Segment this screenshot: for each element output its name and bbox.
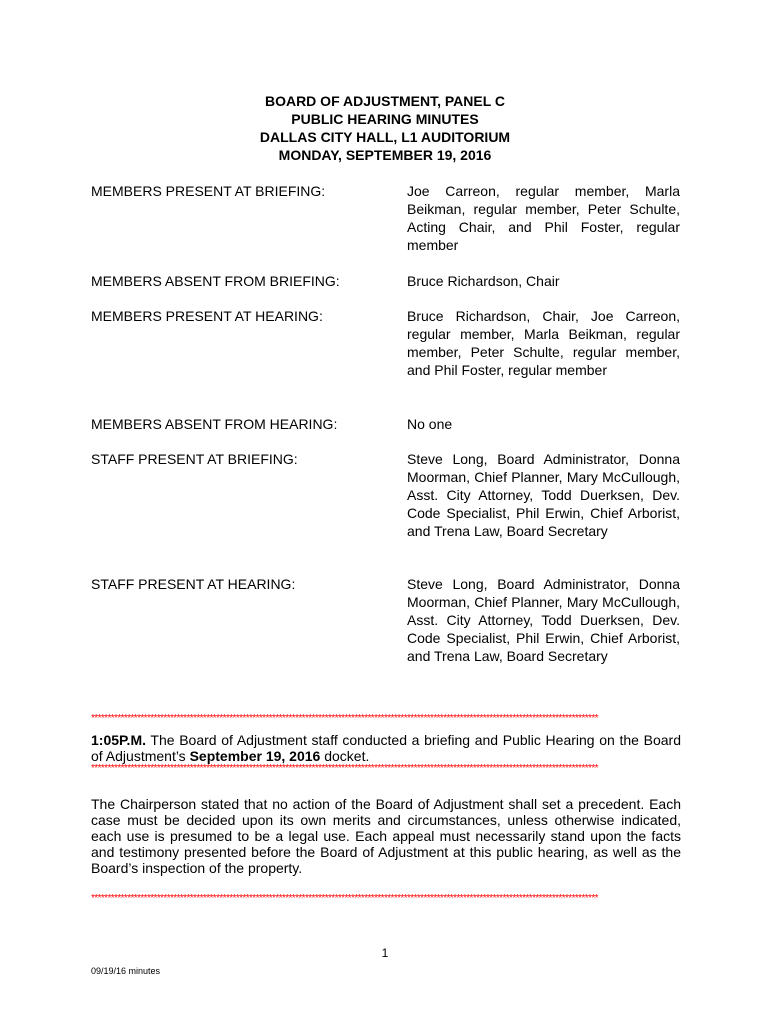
attendance-value: Steve Long, Board Administrator, Donna Moorman, Chief Planner, Mary McCullough, Asst. City Attorney, Todd Duerksen, Dev. Code Specialist, Phil Erwin, Chief Arborist, and Trena Law, Board Secretary: [407, 576, 680, 664]
header-line-3: DALLAS CITY HALL, L1 AUDITORIUM: [259, 129, 511, 145]
attendance-value: Bruce Richardson, Chair, Joe Carreon, regular member, Marla Beikman, regular member, Peter Schulte, regular member, and Phil Foster, regular member: [407, 308, 680, 378]
attendance-value: Steve Long, Board Administrator, Donna Moorman, Chief Planner, Mary McCullough, Asst. City Attorney, Todd Duerksen, Dev. Code Specialist, Phil Erwin, Chief Arborist, and Trena Law, Board Secretary: [407, 451, 680, 539]
attendance-value: Joe Carreon, regular member, Marla Beikman, regular member, Peter Schulte, Acting Chair, and Phil Foster, regular member: [407, 183, 680, 253]
attendance-label: STAFF PRESENT AT HEARING:: [91, 576, 296, 592]
header-line-1: BOARD OF ADJUSTMENT, PANEL C: [264, 93, 506, 109]
briefing-date: September 19, 2016: [189, 748, 321, 764]
attendance-label: STAFF PRESENT AT BRIEFING:: [91, 451, 298, 467]
attendance-label: MEMBERS ABSENT FROM HEARING:: [91, 416, 338, 432]
briefing-text-b: docket.: [320, 748, 370, 764]
briefing-text-a: The Board of Adjustment staff conducted a briefing and Public Hearing on the Board of Adjustment’s: [91, 732, 681, 764]
briefing-paragraph: [91, 732, 681, 764]
attendance-value: Bruce Richardson, Chair: [407, 273, 560, 289]
document-header: [0, 92, 770, 164]
header-line-2: PUBLIC HEARING MINUTES: [291, 111, 479, 127]
attendance-label: MEMBERS PRESENT AT HEARING:: [91, 308, 323, 324]
attendance-value: No one: [407, 416, 453, 432]
attendance-label: MEMBERS ABSENT FROM BRIEFING:: [91, 273, 340, 289]
header-line-4: MONDAY, SEPTEMBER 19, 2016: [278, 147, 492, 163]
separator-line: **********************************************************************************************************************************************************: [91, 714, 598, 724]
separator-line: **********************************************************************************************************************************************************: [91, 764, 598, 774]
attendance-label: MEMBERS PRESENT AT BRIEFING:: [91, 183, 326, 199]
separator-line: **********************************************************************************************************************************************************: [91, 894, 598, 904]
chairperson-statement: The Chairperson stated that no action of the Board of Adjustment shall set a precedent. Each case must be decided upon its own merits and circumstances, unless otherwise indicated, each use is presumed to be a legal use. Each appeal must necessarily stand upon the facts and testimony presented before the Board of Adjustment at this public hearing, as well as the Board’s inspection of the property.: [91, 796, 681, 876]
briefing-time: 1:05P.M.: [91, 732, 146, 748]
page-number: 1: [381, 946, 389, 960]
footer-text: 09/19/16 minutes: [91, 966, 161, 976]
